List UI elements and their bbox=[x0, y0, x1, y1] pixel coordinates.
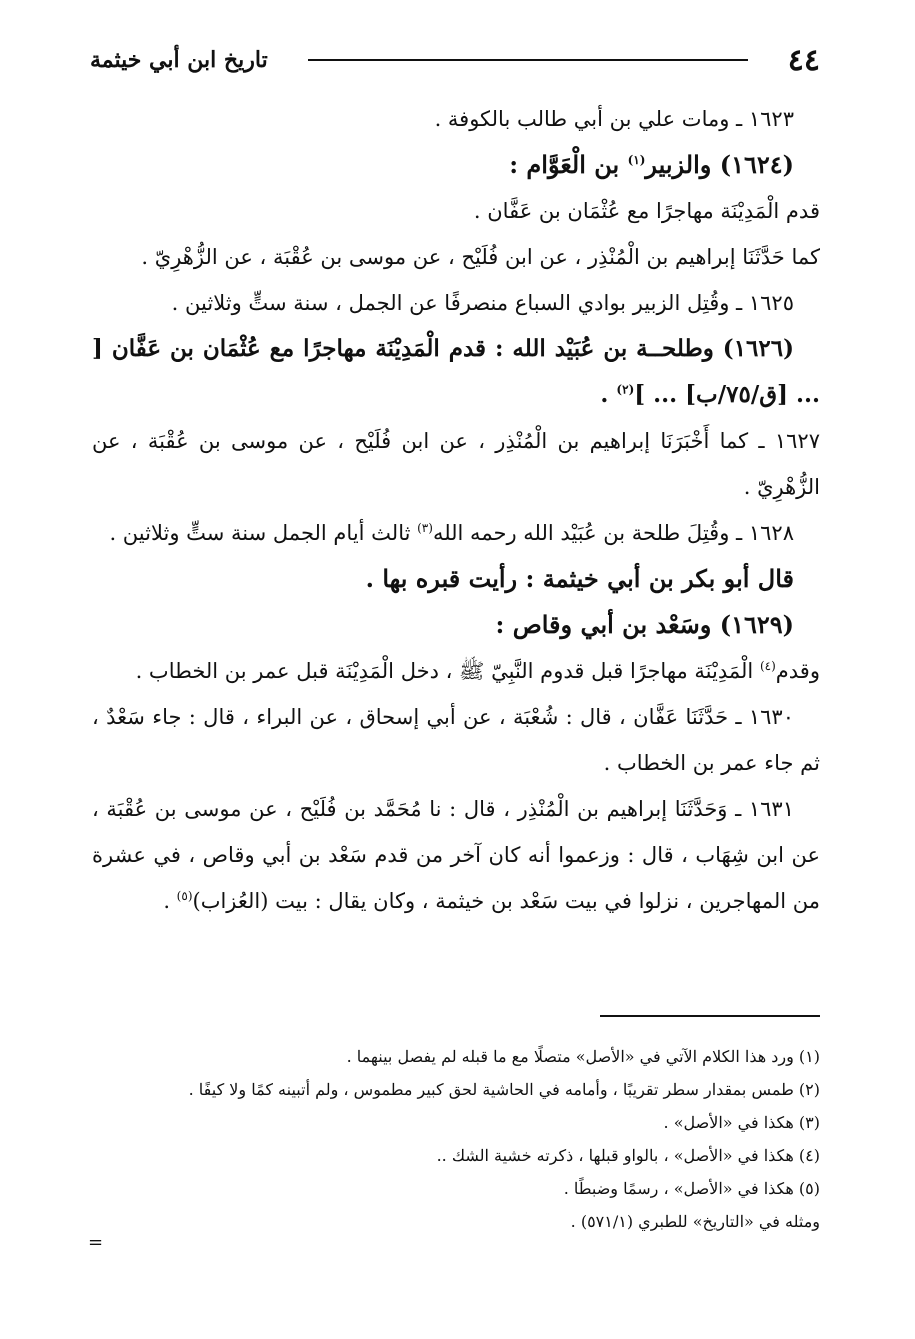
footnote-ref-2: (٢) bbox=[616, 382, 635, 397]
footnote-ref-1: (١) bbox=[627, 153, 646, 167]
footnote-ref-3: (٣) bbox=[417, 521, 433, 535]
header-rule bbox=[308, 59, 748, 61]
paragraph-1623: ١٦٢٣ ـ ومات علي بن أبي طالب بالكوفة . bbox=[434, 107, 794, 131]
footnote-separator bbox=[600, 1015, 820, 1017]
footnotes bbox=[92, 1040, 820, 1238]
footnote-ref-4: (٤) bbox=[759, 659, 776, 673]
heading-1626: (١٦٢٦) وطلحــة بن عُبَيْد الله : قدم الْمَدِيْنَة مهاجرًا مع عُثْمَان بن عَفَّان [ ... [ق/٧٥/ب] ... ]$^{(٢)}$ . bbox=[92, 335, 820, 408]
paragraph-1627: ١٦٢٧ ـ كما أَخْبَرَنَا إبراهيم بن الْمُنْذِر ، عن ابن فُلَيْح ، عن موسى بن عُقْبَة ، عن الزُّهْرِيّ . bbox=[92, 429, 820, 499]
paragraph-arrival-saad: وقدم$^{(٤)}$ الْمَدِيْنَة مهاجرًا قبل قدوم النَّبِيّ ﷺ ، دخل الْمَدِيْنَة قبل عمر بن الخطاب . bbox=[135, 659, 820, 683]
footnote-5: (٥) هكذا في «الأصل» ، رسمًا وضبطًا . bbox=[563, 1179, 820, 1198]
paragraph-1625: ١٦٢٥ ـ وقُتِل الزبير بوادي السباع منصرفًا عن الجمل ، سنة ستٍّ وثلاثين . bbox=[171, 291, 794, 315]
page-number: ٤٤ bbox=[787, 42, 820, 78]
continuation-mark: = bbox=[88, 1232, 104, 1253]
footnote-5-continuation: ومثله في «التاريخ» للطبري (٥٧١/١) . bbox=[570, 1212, 820, 1231]
footnote-ref-5: (٥) bbox=[176, 889, 193, 903]
main-text bbox=[92, 96, 820, 924]
paragraph-1628: ١٦٢٨ ـ وقُتِلَ طلحة بن عُبَيْد الله رحمه الله$^{(٣)}$ ثالث أيام الجمل سنة ستٍّ وثلاثين . bbox=[109, 521, 794, 545]
paragraph-1630: ١٦٣٠ ـ حَدَّثَنَا عَفَّان ، قال : شُعْبَة ، عن أبي إسحاق ، عن البراء ، قال : جاء سَعْدٌ ، ثم جاء عمر بن الخطاب . bbox=[92, 705, 820, 775]
paragraph-arrival-zubayr: قدم الْمَدِيْنَة مهاجرًا مع عُثْمَان بن عَفَّان . bbox=[473, 199, 820, 223]
footnote-2: (٢) طمس بمقدار سطر تقريبًا ، وأمامه في الحاشية لحق كبير مطموس ، ولم أتبينه كمًا ولا كيفًا . bbox=[188, 1080, 820, 1099]
quote-abu-bakr: قال أبو بكر بن أبي خيثمة : رأيت قبره بها . bbox=[365, 564, 794, 593]
footnote-4: (٤) هكذا في «الأصل» ، بالواو قبلها ، ذكرته خشية الشك .. bbox=[436, 1146, 820, 1165]
page-header bbox=[90, 40, 820, 80]
heading-1624: (١٦٢٤) والزبير$^{(١)}$ بن الْعَوَّام : bbox=[509, 150, 794, 179]
paragraph-isnad-1: كما حَدَّثَنَا إبراهيم بن الْمُنْذِر ، عن ابن فُلَيْح ، عن موسى بن عُقْبَة ، عن الزُّهْرِيّ . bbox=[141, 245, 820, 269]
paragraph-1631: ١٦٣١ ـ وَحَدَّثَنَا إبراهيم بن الْمُنْذِر ، قال : نا مُحَمَّد بن فُلَيْح ، عن موسى بن عُقْبَة ، عن ابن شِهَاب ، قال : وزعموا أنه كان آخر من قدم سَعْد بن أبي وقاص ، في عشرة من المهاجرين ، نزلوا في بيت سَعْد بن خيثمة ، وكان يقال : بيت (العُزاب)$^{(٥)}$ . bbox=[92, 797, 820, 913]
footnote-3: (٣) هكذا في «الأصل» . bbox=[663, 1113, 820, 1132]
heading-1629: (١٦٢٩) وسَعْد بن أبي وقاص : bbox=[495, 610, 794, 639]
book-title: تاريخ ابن أبي خيثمة bbox=[90, 47, 268, 73]
footnote-1: (١) ورد هذا الكلام الآتي في «الأصل» متصلًا مع ما قبله لم يفصل بينهما . bbox=[346, 1047, 820, 1066]
